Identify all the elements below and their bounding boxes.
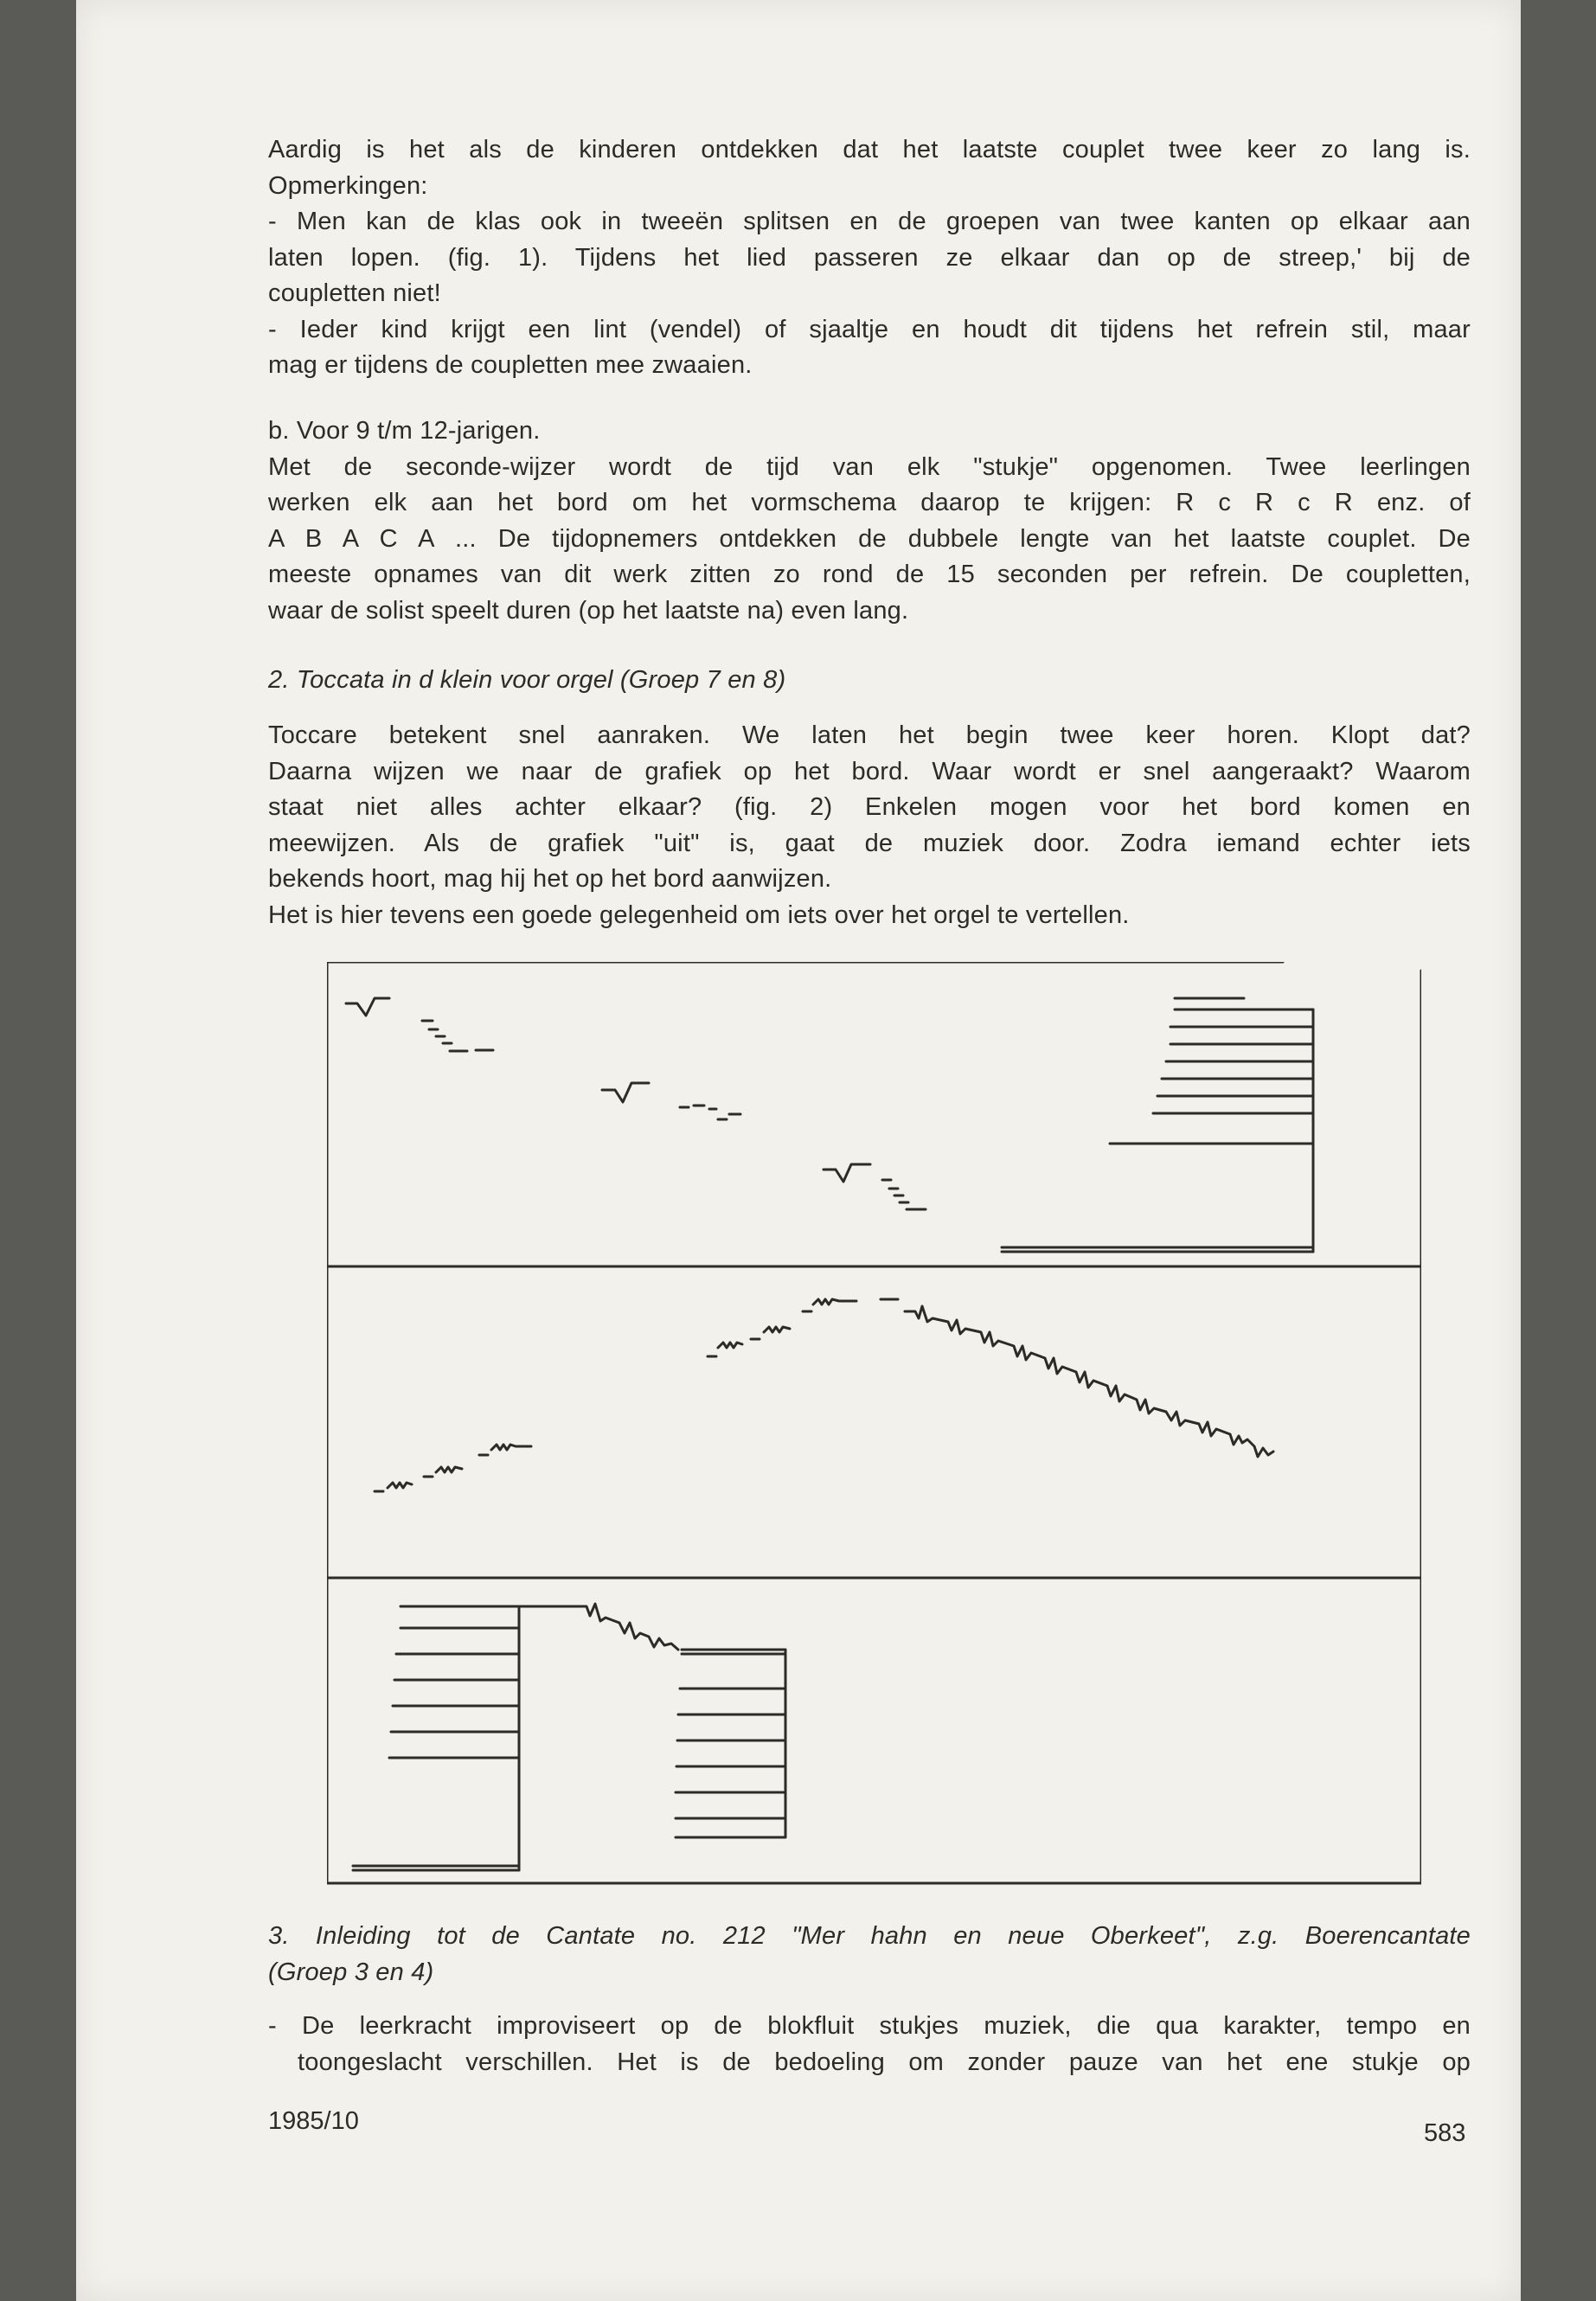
- text-line: waar de solist speelt duren (op het laatste na) even lang.: [268, 596, 909, 625]
- text-line: Daarna wijzen we naar de grafiek op het bord. Waar wordt er snel aangeraakt? Waarom: [268, 757, 1471, 785]
- mordent-mark: [346, 998, 389, 1016]
- text-line: meeste opnames van dit werk zitten zo rond de 15 seconden per refrein. De coupletten,: [268, 561, 1471, 588]
- text-line: - De leerkracht improviseert op de blokfluit stukjes muziek, die qua karakter, tempo en: [268, 2012, 1471, 2040]
- panel-3-marks: [353, 1604, 785, 1870]
- text-line: staat niet alles achter elkaar? (fig. 2) Enkelen mogen voor het bord komen en: [268, 793, 1471, 821]
- section-3: [268, 1919, 1471, 1990]
- panel-2-marks: [375, 1299, 1273, 1491]
- section-3-body: [268, 2009, 1471, 2080]
- left-chord-block: [353, 1606, 519, 1870]
- descending-trill-line: [905, 1306, 1273, 1457]
- panel-1-marks: [346, 998, 1313, 1252]
- text-line: Het is hier tevens een goede gelegenheid om iets over het orgel te vertellen.: [268, 901, 1130, 929]
- intro-paragraph: [268, 132, 1471, 384]
- section-b: [268, 413, 1471, 629]
- section-3-heading-line: (Groep 3 en 4): [268, 1958, 434, 1986]
- section-b-heading: b. Voor 9 t/m 12-jarigen.: [268, 417, 541, 445]
- text-line: Aardig is het als de kinderen ontdekken dat het laatste couplet twee keer zo lang is.: [268, 136, 1471, 163]
- text-line: - Men kan de klas ook in tweeën splitsen en de groepen van twee kanten op elkaar aan: [268, 208, 1471, 235]
- text-line: A B A C A ... De tijdopnemers ontdekken de dubbele lengte van het laatste couplet. De: [268, 524, 1471, 553]
- mordent-mark: [602, 1083, 649, 1102]
- section-2-body: [268, 718, 1471, 933]
- text-line: Opmerkingen:: [268, 171, 428, 200]
- scanned-page: [76, 0, 1521, 2301]
- text-line: laten lopen. (fig. 1). Tijdens het lied passeren ze elkaar dan op de streep,' bij de: [268, 243, 1471, 272]
- trill-mark: [375, 1483, 412, 1491]
- text-line: meewijzen. Als de grafiek "uit" is, gaat de muziek door. Zodra iemand echter iets: [268, 829, 1471, 857]
- descending-notes: [422, 1021, 493, 1051]
- page-number: 583: [1424, 2119, 1466, 2147]
- text-line: Toccare betekent snel aanraken. We laten het begin twee keer horen. Klopt dat?: [268, 721, 1471, 749]
- sustained-chord-block: [1002, 998, 1313, 1252]
- trill-mark: [479, 1445, 531, 1455]
- descending-notes: [882, 1180, 926, 1209]
- trill-mark: [708, 1343, 742, 1356]
- text-line: - Ieder kind krijgt een lint (vendel) of sjaaltje en houdt dit tijdens het refrein stil, maar: [268, 315, 1471, 343]
- right-chord-block: [676, 1650, 785, 1837]
- figure-frame: [327, 962, 1421, 1883]
- trill-mark: [803, 1299, 856, 1311]
- text-line: bekends hoort, mag hij het op het bord aanwijzen.: [268, 865, 832, 893]
- text-line: Met de seconde-wijzer wordt de tijd van elk "stukje" opgenomen. Twee leerlingen: [268, 452, 1471, 481]
- text-line: werken elk aan het bord om het vormschema daarop te krijgen: R c R c R enz. of: [268, 489, 1471, 516]
- mordent-mark: [824, 1164, 870, 1182]
- toccata-graphic-score: [327, 962, 1421, 1886]
- issue-number: 1985/10: [268, 2107, 359, 2135]
- descending-notes: [680, 1106, 740, 1119]
- section-3-heading-line: 3. Inleiding tot de Cantate no. 212 "Mer hahn en neue Oberkeet", z.g. Boerencantate: [268, 1922, 1471, 1950]
- trill-mark: [751, 1327, 790, 1339]
- trill-mark: [424, 1467, 462, 1477]
- connecting-trill-line: [519, 1604, 678, 1650]
- section-2-heading: 2. Toccata in d klein voor orgel (Groep 7 en 8): [268, 666, 786, 694]
- text-line: mag er tijdens de coupletten mee zwaaien.: [268, 351, 753, 379]
- text-line: toongeslacht verschillen. Het is de bedoeling om zonder pauze van het ene stukje op: [298, 2048, 1471, 2076]
- section-2: [268, 663, 1471, 699]
- text-line: coupletten niet!: [268, 279, 441, 307]
